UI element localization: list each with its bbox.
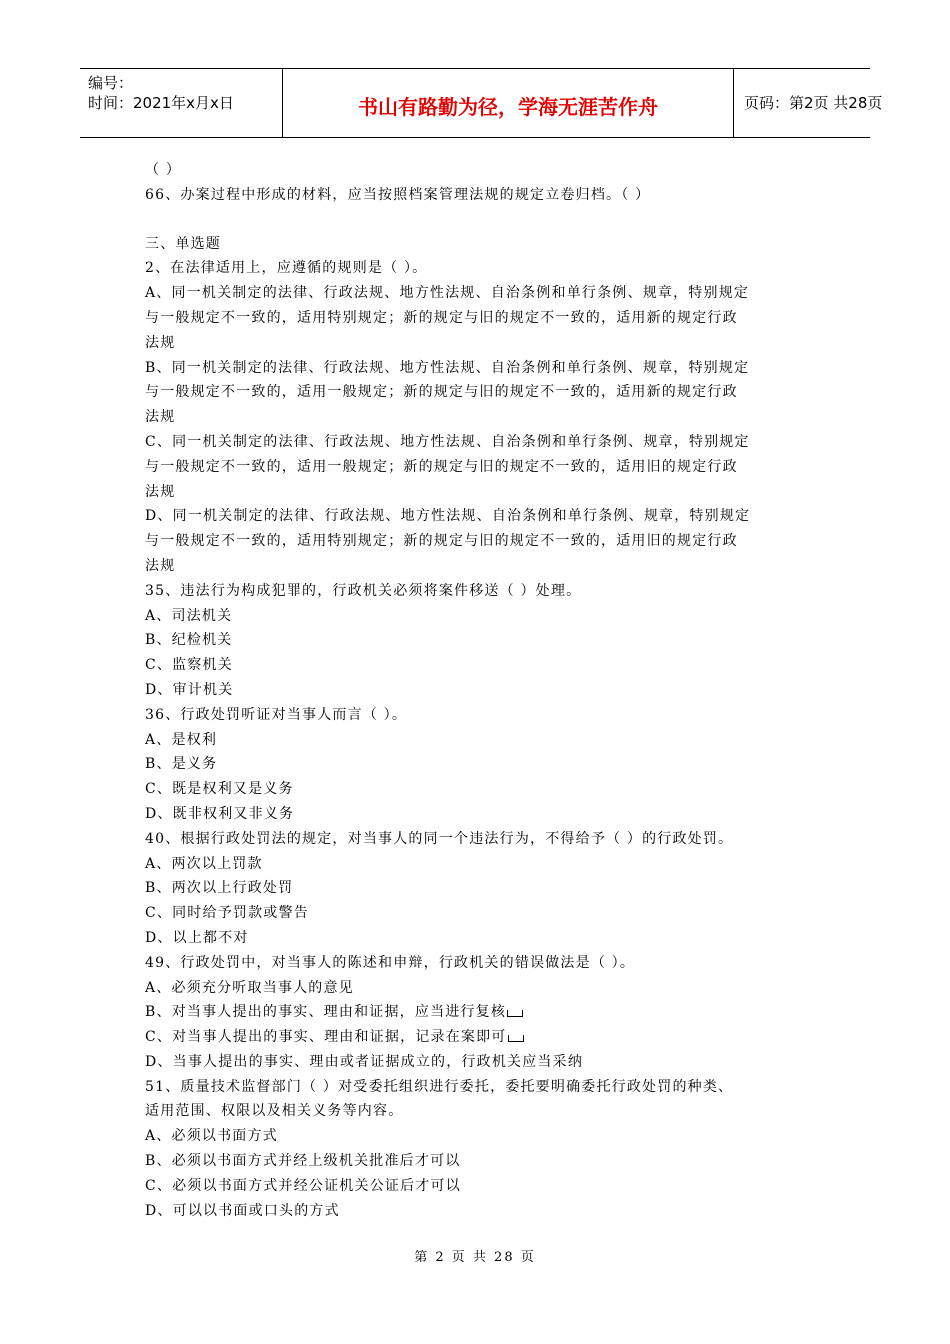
- option-line: D、当事人提出的事实、理由或者证据成立的，行政机关应当采纳: [145, 1053, 584, 1070]
- line-break-mark-icon: [507, 1010, 523, 1017]
- option-line: C、同一机关制定的法律、行政法规、地方性法规、自治条例和单行条例、规章，特别规定: [145, 433, 750, 450]
- page-info: 页码：第2页 共28页: [744, 94, 883, 112]
- option-line: A、是权利: [145, 731, 218, 748]
- option-line: [145, 1025, 820, 1050]
- intro-line: 66、办案过程中形成的材料，应当按照档案管理法规的规定立卷归档。（ ）: [145, 186, 651, 203]
- option-line: C、既是权利又是义务: [145, 781, 294, 798]
- option-line: 与一般规定不一致的，适用特别规定；新的规定与旧的规定不一致的，适用旧的规定行政: [145, 533, 738, 550]
- option-text: C、对当事人提出的事实、理由和证据，记录在案即可: [145, 1029, 507, 1046]
- option-line: D、可以以书面或口头的方式: [145, 1202, 340, 1219]
- option-line: B、两次以上行政处罚: [145, 880, 294, 897]
- option-line: 与一般规定不一致的，适用特别规定；新的规定与旧的规定不一致的，适用新的规定行政: [145, 309, 738, 326]
- option-line: B、同一机关制定的法律、行政法规、地方性法规、自治条例和单行条例、规章，特别规定: [145, 359, 750, 376]
- option-line: B、纪检机关: [145, 632, 233, 649]
- option-line: A、必须充分听取当事人的意见: [145, 979, 354, 996]
- option-line: 法规: [145, 334, 176, 351]
- option-line: B、必须以书面方式并经上级机关批准后才可以: [145, 1153, 461, 1170]
- option-line: C、同时给予罚款或警告: [145, 905, 309, 922]
- question-stem: 40、根据行政处罚法的规定，对当事人的同一个违法行为，不得给予（ ）的行政处罚。: [145, 830, 734, 847]
- document-header: [80, 68, 883, 138]
- option-line: A、司法机关: [145, 607, 233, 624]
- intro-line: （ ）: [145, 162, 182, 178]
- number-label: 编号：: [88, 74, 134, 92]
- option-line: A、两次以上罚款: [145, 855, 263, 872]
- question-stem-cont: 适用范围、权限以及相关义务等内容。: [145, 1103, 404, 1120]
- question-stem: 51、质量技术监督部门（ ）对受委托组织进行委托，委托要明确委托行政处罚的种类、: [145, 1078, 734, 1095]
- time-label: 时间：2021年x月x日: [88, 94, 234, 112]
- option-line: D、审计机关: [145, 681, 234, 698]
- option-line: D、以上都不对: [145, 929, 249, 946]
- option-line: 与一般规定不一致的，适用一般规定；新的规定与旧的规定不一致的，适用新的规定行政: [145, 384, 738, 401]
- line-break-mark-icon: [508, 1035, 524, 1042]
- option-text: B、对当事人提出的事实、理由和证据，应当进行复核: [145, 1004, 507, 1021]
- option-line: 法规: [145, 557, 176, 574]
- section-title: 三、单选题: [145, 235, 221, 252]
- option-line: [145, 1000, 820, 1025]
- page-footer: 第 2 页 共 28 页: [414, 1250, 536, 1265]
- question-stem: 35、违法行为构成犯罪的，行政机关必须将案件移送（ ）处理。: [145, 582, 582, 599]
- option-line: D、同一机关制定的法律、行政法规、地方性法规、自治条例和单行条例、规章，特别规定: [145, 508, 751, 525]
- option-line: 法规: [145, 409, 176, 426]
- option-line: A、必须以书面方式: [145, 1128, 278, 1145]
- question-stem: 36、行政处罚听证对当事人而言（ ）。: [145, 706, 408, 723]
- motto: 书山有路勤为径，学海无涯苦作舟: [358, 95, 658, 119]
- question-stem: 2、在法律适用上，应遵循的规则是（ ）。: [145, 260, 428, 277]
- option-line: 与一般规定不一致的，适用一般规定；新的规定与旧的规定不一致的，适用旧的规定行政: [145, 458, 738, 475]
- option-line: B、是义务: [145, 756, 218, 773]
- option-line: A、同一机关制定的法律、行政法规、地方性法规、自治条例和单行条例、规章，特别规定: [145, 285, 750, 302]
- question-stem: 49、行政处罚中，对当事人的陈述和申辩，行政机关的错误做法是（ ）。: [145, 954, 636, 971]
- header-motto-cell: [282, 69, 734, 137]
- option-line: D、既非权利又非义务: [145, 805, 295, 822]
- option-line: C、必须以书面方式并经公证机关公证后才可以: [145, 1177, 461, 1194]
- header-meta: [80, 69, 282, 137]
- option-line: 法规: [145, 483, 176, 500]
- option-line: C、监察机关: [145, 657, 233, 674]
- document-body: [145, 158, 820, 1223]
